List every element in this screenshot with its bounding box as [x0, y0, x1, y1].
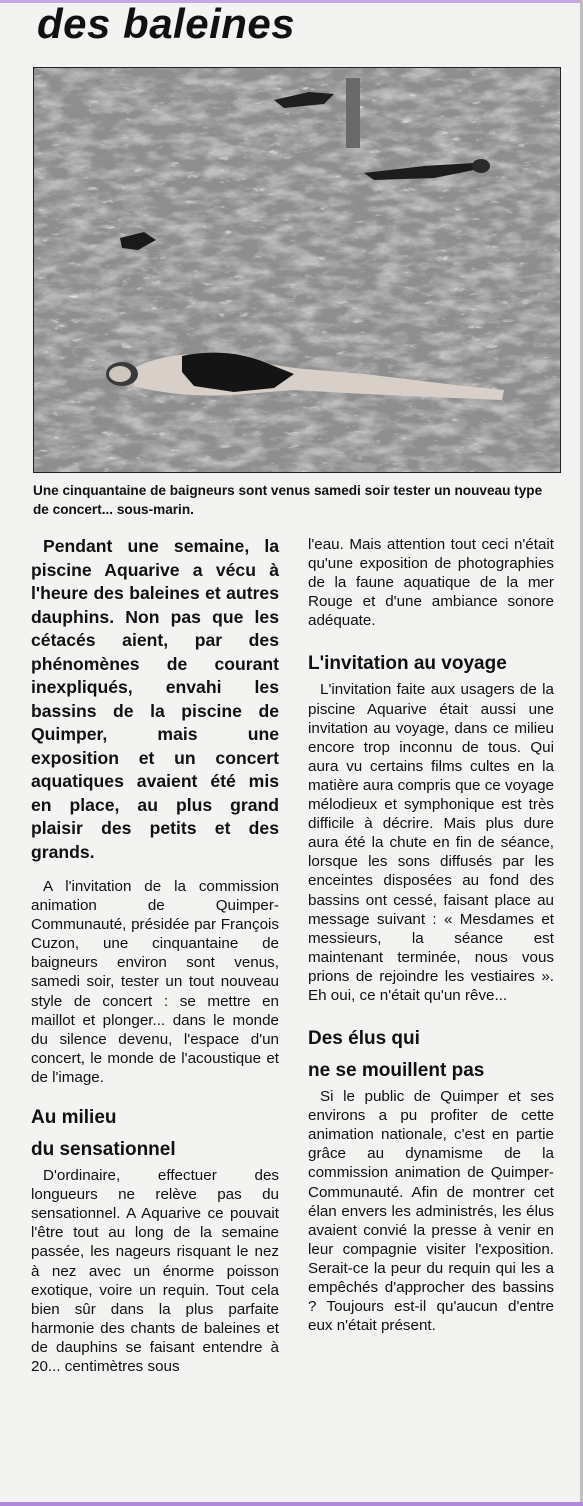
subhead-elus-2: ne se mouillent pas	[308, 1060, 485, 1082]
bottom-edge	[0, 1502, 583, 1506]
subhead-sensationnel-2: du sensationnel	[31, 1139, 176, 1161]
article-paragraph-1: A l'invitation de la commission animation de Quimper-Communauté, présidée par François Cuzon, une cinquantaine de baigneurs environ sont venus, samedi soir, tester un tout nouveau style de concert : se mettre en maillot et plonger... dans le monde du silence devenu, l'espace d'un concert, le monde de l'acoustique et de l'image.	[31, 878, 279, 1086]
pool-lane-marker	[346, 78, 360, 148]
article-headline: des baleines	[37, 0, 296, 47]
pool-photo	[33, 67, 561, 473]
article-column-right	[308, 535, 554, 1335]
article-paragraph-4: Si le public de Quimper et ses environs a pu profiter de cette animation nationale, c'est en partie grâce au dynamisme de la commission animation de Quimper-Communauté. Afin de montrer cet élan envers les administrés, les élus avaient convié la presse à venir en leur compagnie visiter l'exposition. Serait-ce la peur du requin qui les a empêchés d'approcher des bassins ? Toujours est-il qu'aucun d'entre eux n'était présent.	[308, 1088, 554, 1335]
subhead-elus-1: Des élus qui	[308, 1028, 420, 1050]
article-paragraph-2-continued: l'eau. Mais attention tout ceci n'était qu'une exposition de photographies de la faune aquatique de la mer Rouge et d'une ambiance sonore adéquate.	[308, 536, 554, 630]
article-paragraph-2: D'ordinaire, effectuer des longueurs ne relève pas du sensationnel. A Aquarive ce pouvait l'être tout au long de la semaine passée, les nageurs risquant le nez à nez avec un énorme poisson exotique, voire un requin. Tout cela bien sûr dans la plus parfaite harmonie des chants de baleines et de dauphins se faisant entendre à 20... centimètres sous	[31, 1167, 279, 1375]
photo-caption: Une cinquantaine de baigneurs sont venus samedi soir tester un nouveau type de concert... sous-marin.	[33, 483, 543, 517]
article-column-left	[31, 535, 279, 1376]
article-lead: Pendant une semaine, la piscine Aquarive a vécu à l'heure des baleines et autres dauphins. Non pas que les cétacés aient, par des phénomènes de courant inexpliqués, envahi les bassins de la piscine de Quimper, mais une exposition et un concert aquatiques avaient été mis en place, au plus grand plaisir des petits et des grands.	[31, 536, 279, 862]
subhead-invitation: L'invitation au voyage	[308, 653, 507, 675]
article-paragraph-3: L'invitation faite aux usagers de la piscine Aquarive était aussi une invitation au voyage, dans ce milieu encore trop inconnu de tous. Qui aura vu certains films cultes en la matière aura compris que ce voyage mélodieux et symphonique est très difficile à décrire. Mais plus dure aura été la chute en fin de séance, lorsque les sons diffusés par les enceintes disposées au fond des bassins ont cessé, faisant place au message suivant : « Mesdames et messieurs, la séance est maintenant terminée, nous vous prions de rejoindre les vestiaires ». Eh oui, ce n'était qu'un rêve...	[308, 681, 554, 1004]
subhead-sensationnel-1: Au milieu	[31, 1107, 117, 1129]
